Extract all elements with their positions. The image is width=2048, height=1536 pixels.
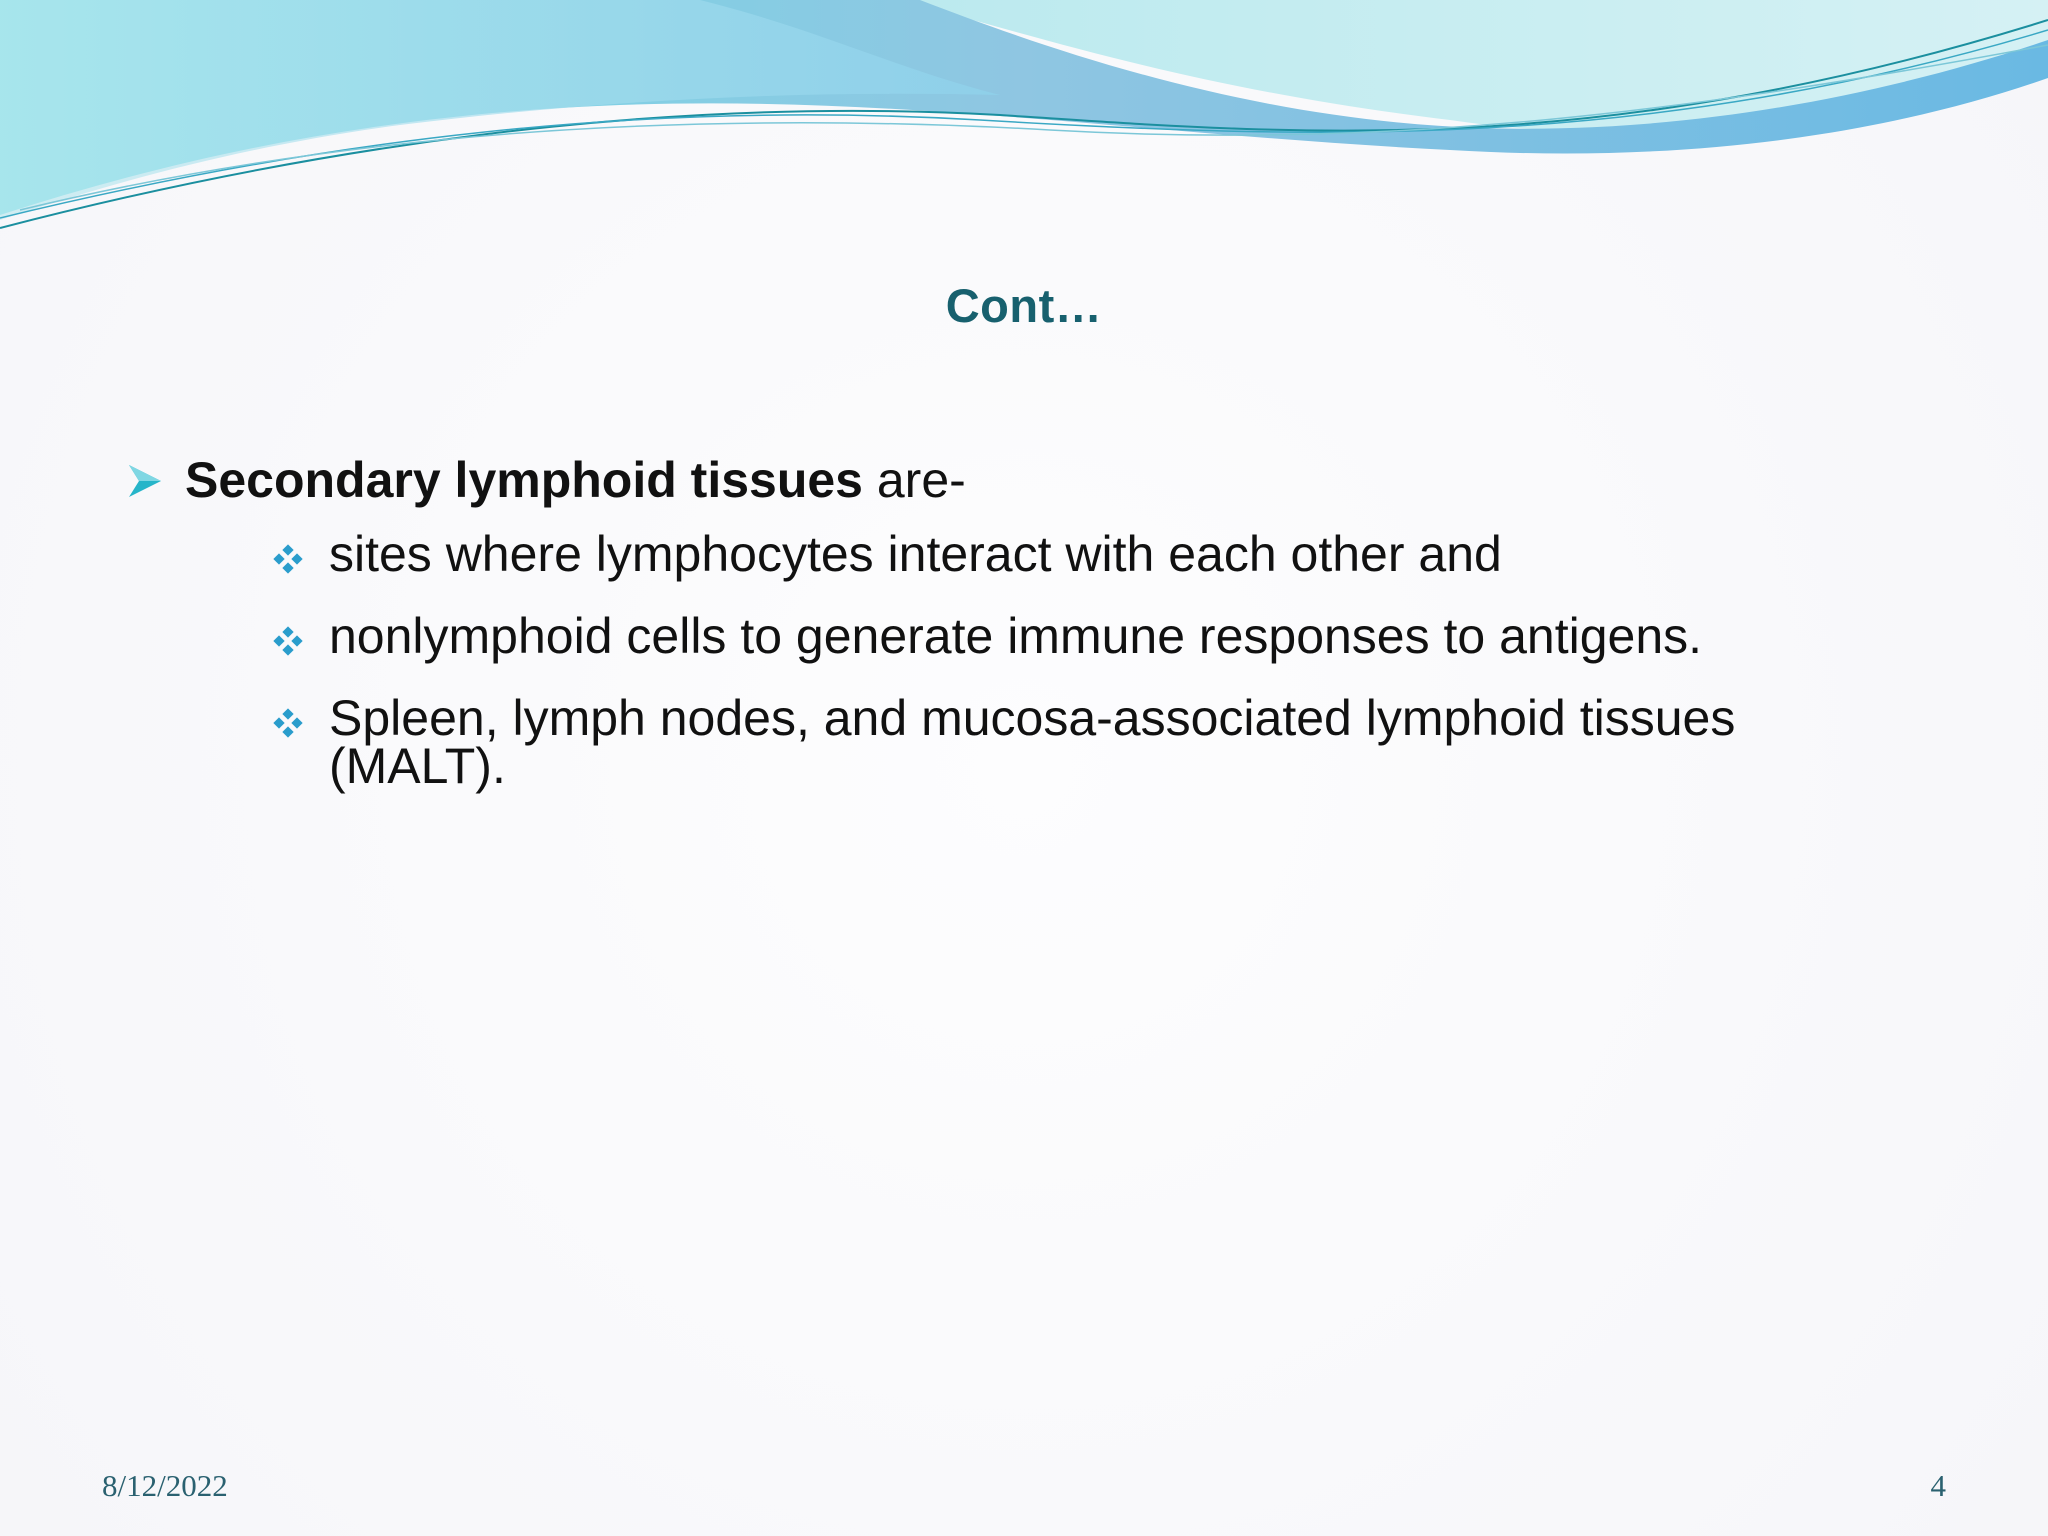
- list-item-text: Spleen, lymph nodes, and mucosa-associated lymphoid tissues (MALT).: [329, 690, 1736, 794]
- slide-body: [125, 448, 1945, 824]
- arrow-icon: [125, 461, 165, 501]
- main-bullet-rest: are-: [862, 452, 966, 508]
- list-item: [273, 608, 1945, 664]
- main-bullet-text: [185, 448, 966, 512]
- main-bullet-lead: Secondary lymphoid tissues: [185, 452, 863, 508]
- diamond-bullet-icon: [273, 708, 303, 738]
- diamond-bullet-icon: [273, 544, 303, 574]
- list-item: [273, 690, 1945, 794]
- list-item: [273, 526, 1945, 582]
- main-bullet: [125, 448, 1945, 512]
- sub-bullet-list: [273, 526, 1945, 794]
- footer-date: 8/12/2022: [102, 1468, 228, 1503]
- wave-header-decoration: [0, 0, 2048, 240]
- list-item-text: sites where lymphocytes interact with each other and: [329, 526, 1502, 582]
- list-item-text: nonlymphoid cells to generate immune responses to antigens.: [329, 608, 1703, 664]
- slide-title: Cont…: [945, 279, 1103, 332]
- diamond-bullet-icon: [273, 626, 303, 656]
- slide-number: 4: [1930, 1468, 1946, 1503]
